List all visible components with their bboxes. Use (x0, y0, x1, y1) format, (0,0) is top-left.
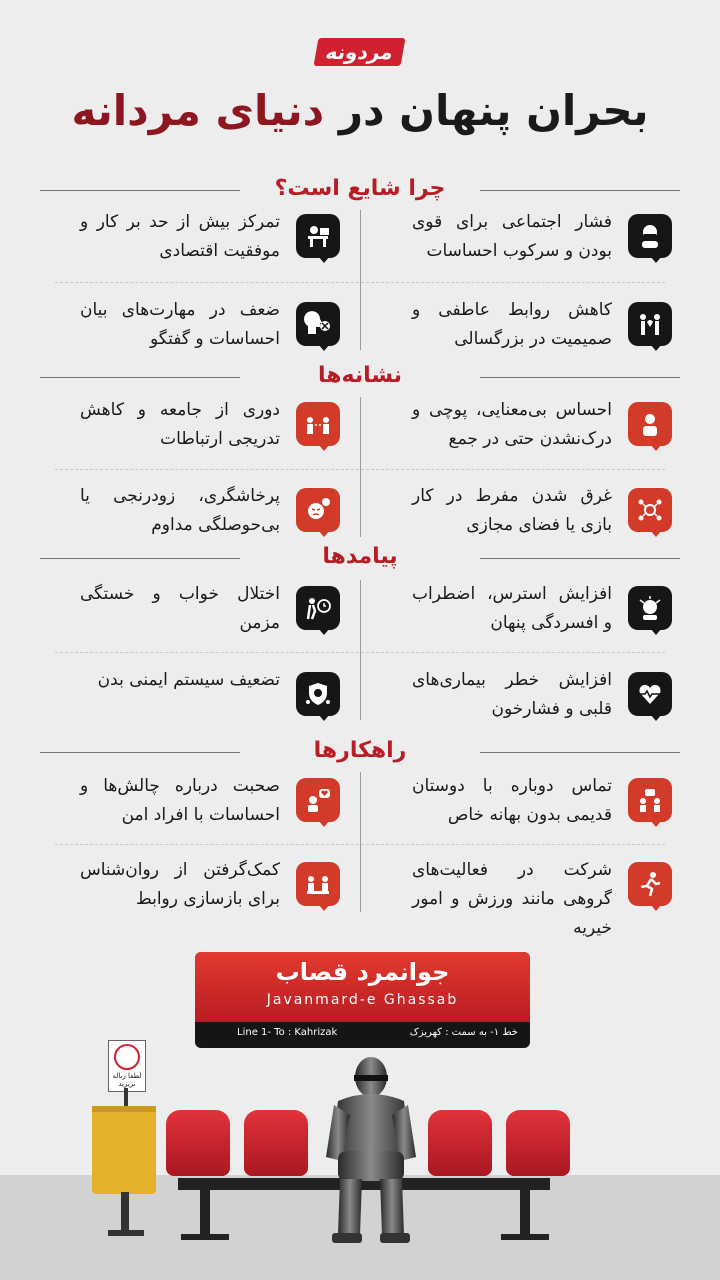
item-reconnect-friends: تماس دوباره با دوستان قدیمی بدون بهانه خاص (372, 772, 672, 834)
bench-seat (428, 1110, 492, 1176)
no-litter-icon (114, 1044, 140, 1070)
trash-bin (92, 1112, 156, 1194)
station-name-english: Javanmard-e Ghassab (266, 992, 459, 1008)
item-work-focus: تمرکز بیش از حد بر کار و موفقیت اقتصادی (40, 208, 340, 270)
tired-clock-icon (296, 586, 340, 630)
no-littering-sign: لطفا زباله نریزید (108, 1040, 146, 1092)
divider (360, 210, 361, 350)
item-heart-risk: افزایش خطر بیماری‌های قلبی و فشارخون (372, 666, 672, 728)
couple-broken-heart-icon (628, 302, 672, 346)
section-signs (40, 363, 680, 393)
line-info-farsi: خط ۱- به سمت : کهریزک (409, 1027, 518, 1038)
item-meaninglessness: احساس بی‌معنایی، پوچی و درک‌نشدن حتی در جمع (372, 396, 672, 458)
section-label: راهکارها (313, 738, 407, 763)
row-divider (55, 469, 665, 470)
social-network-icon (628, 488, 672, 532)
item-talk-safe-people: صحبت درباره چالش‌ها و احساسات با افراد امن (40, 772, 340, 834)
section-label: چرا شایع است؟ (274, 176, 446, 201)
section-solutions (40, 738, 680, 768)
divider (360, 580, 361, 720)
broken-heart-pulse-icon (628, 672, 672, 716)
divider (360, 397, 361, 537)
title-part2: دنیای مردانه (71, 86, 325, 135)
item-group-activities: شرکت در فعالیت‌های گروهی مانند ورزش و امور خیریه (372, 856, 672, 918)
item-stress-anxiety: افزایش استرس، اضطراب و افسردگی پنهان (372, 580, 672, 642)
head-speech-block-icon (296, 302, 340, 346)
section-label: پیامدها (322, 544, 398, 569)
item-social-pressure: فشار اجتماعی برای قوی بودن و سرکوب احساسات (372, 208, 672, 270)
bench-seat (506, 1110, 570, 1176)
therapy-session-icon (296, 862, 340, 906)
row-divider (55, 652, 665, 653)
row-divider (55, 282, 665, 283)
shield-virus-icon (296, 672, 340, 716)
item-social-withdrawal: دوری از جامعه و کاهش تدریجی ارتباطات (40, 396, 340, 458)
lonely-person-icon (628, 402, 672, 446)
brand-logo: مردونه (0, 38, 720, 66)
item-psychologist: کمک‌گرفتن از روان‌شناس برای بازسازی روابط (40, 856, 340, 918)
item-irritability: پرخاشگری، زودرنجی یا بی‌حوصلگی مداوم (40, 482, 340, 544)
row-divider (55, 844, 665, 845)
item-reduced-intimacy: کاهش روابط عاطفی و صمیمیت در بزرگسالی (372, 296, 672, 358)
station-sign (195, 952, 530, 1048)
section-consequences (40, 544, 680, 574)
station-name-farsi: جوانمرد قصاب (275, 958, 450, 986)
item-sleep-disorder: اختلال خواب و خستگی مزمن (40, 580, 340, 642)
section-label: نشانه‌ها (317, 363, 403, 388)
friends-chat-icon (628, 778, 672, 822)
item-immune-weakness: تضعیف سیستم ایمنی بدن (40, 666, 340, 728)
bench-seat (244, 1110, 308, 1176)
item-weak-expression: ضعف در مهارت‌های بیان احساسات و گفتگو (40, 296, 340, 358)
people-distance-icon (296, 402, 340, 446)
heart-talk-icon (296, 778, 340, 822)
sitting-knight-figure (316, 1055, 426, 1245)
running-person-icon (628, 862, 672, 906)
divider (360, 772, 361, 912)
title-part1: بحران پنهان در (338, 86, 649, 135)
bench-seat (166, 1110, 230, 1176)
line-info-english: Line 1- To : Kahrizak (237, 1027, 338, 1038)
office-desk-icon (296, 214, 340, 258)
item-virtual-immersion: غرق شدن مفرط در کار بازی یا فضای مجازی (372, 482, 672, 544)
page-title (0, 86, 720, 135)
stressed-head-icon (628, 586, 672, 630)
masked-man-icon (628, 214, 672, 258)
section-why-common (40, 176, 680, 206)
angry-face-icon (296, 488, 340, 532)
